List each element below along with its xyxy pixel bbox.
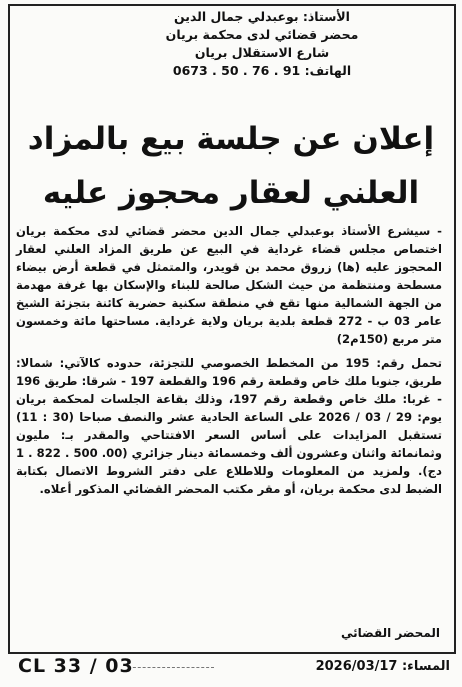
bailiff-header [82, 8, 442, 80]
publication-date-block [316, 659, 450, 674]
announcement-body [16, 222, 442, 498]
body-paragraph-2: تحمل رقم: 195 من المخطط الخصوصي للتجزئة، حدوده كالآتي: شمالا: طريق، جنوبا ملك خاص وقطعة رقم 196 والقطعة 197 - شرقا: طريق 196 - غربا: ملك خاص وقطعة رقم 197، وذلك بقاعة الجلسات لمحكمة بريان يوم: 29 / 03 / 2026 على الساعة الحادية عشر والنصف صباحا (30 : 11) تستقبل المزايدات على أساس السعر الافتتاحي والمقدر بـ: مليون وثمانمائة واثنان وعشرون ألف وخمسمائة دينار جزائري (00. 500 . 822 . 1 دج). ولمزيد من المعلومات وللاطلاع على دفتر الشروط الاتصال بكتابة الضبط لدى محكمة بريان، أو مقر مكتب المحضر القضائي المذكور أعلاه. [16, 356, 443, 496]
title-line-1: إعلان عن جلسة بيع بالمزاد [27, 121, 435, 157]
bailiff-address: شارع الاستقلال بريان [194, 45, 330, 60]
footer-rule [128, 667, 214, 668]
publication-date: 2026/03/17 [315, 659, 398, 674]
newspaper-label: المساء: [401, 659, 450, 674]
publication-footer [8, 655, 454, 679]
bailiff-phone: الهاتف: 91 . 76 . 50 . 0673 [172, 63, 352, 78]
title-line-2: العلني لعقار محجوز عليه [42, 175, 420, 211]
signature: المحضر القضائي [340, 626, 440, 640]
body-paragraph-1: - سيشرع الأستاذ بوعبدلي جمال الدين محضر قضائي لدى محكمة بريان اختصاص مجلس قضاء غرداية في البيع عن طريق المزاد العلني لعقار المحجوز عليه (ها) زروق محمد بن قويدر، والمتمثل في قطعة أرض بيضاء مسطحة ومنتظمة من حيث الشكل صالحة للبناء والإسكان بها غرفة مهدمة من الجهة الشمالية منها تقع في منطقة سكنية حضرية كائنة بتجزئة الشيخ عامر 03 ب - 272 قطعة بلدية بريان ولاية غرداية. مساحتها مائة وخمسون متر مربع (150م2) [16, 224, 442, 346]
announcement-title [20, 112, 442, 220]
bailiff-office: محضر قضائي لدى محكمة بريان [165, 27, 359, 42]
classified-reference: CL 33 / 03 [18, 655, 134, 677]
bailiff-name: الأستاذ: بوعبدلي جمال الدين [174, 9, 350, 24]
